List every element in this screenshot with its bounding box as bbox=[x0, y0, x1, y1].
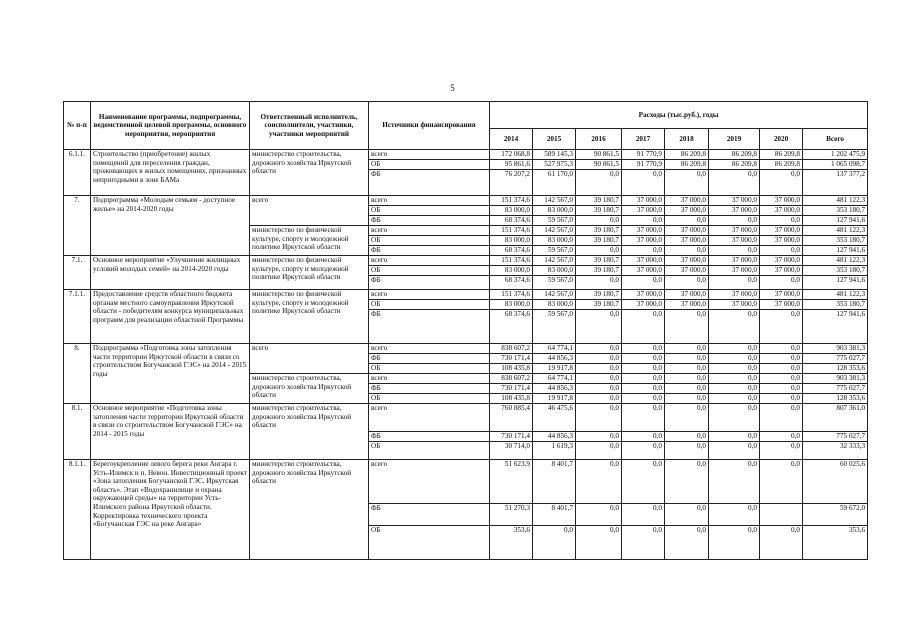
cell-value: 37 000,0 bbox=[760, 206, 803, 216]
header-row bbox=[64, 102, 868, 129]
cell-value: 0,0 bbox=[622, 354, 665, 364]
cell-value: 37 000,0 bbox=[760, 236, 803, 246]
row-source: ФБ bbox=[369, 170, 490, 196]
row-name: Основное мероприятие «Подготовка зоны затопления части территории Иркутской области в связи со строительством Богучанской ГЭС» на 2014 - 2015 годы bbox=[91, 404, 250, 460]
row-name: Строительство (приобретение) жилых помещений для переселения граждан, проживающих в жилых помещениях, признанных непригодными в зоне БАМа bbox=[91, 150, 250, 196]
cell-value: 775 027,7 bbox=[803, 384, 868, 394]
cell-value: 59 567,0 bbox=[533, 276, 576, 290]
cell-value: 0,0 bbox=[622, 460, 665, 504]
row-executor: министерство строительства, дорожного хозяйства Иркутской области bbox=[250, 404, 369, 460]
row-source: ОБ bbox=[369, 206, 490, 216]
cell-value: 0,0 bbox=[709, 364, 760, 374]
cell-value: 37 000,0 bbox=[622, 266, 665, 276]
cell-value: 83 000,0 bbox=[533, 206, 576, 216]
row-source: ОБ bbox=[369, 236, 490, 246]
cell-value: 0,0 bbox=[760, 344, 803, 354]
cell-value: 51 270,3 bbox=[490, 504, 533, 526]
cell-value: 39 180,7 bbox=[576, 300, 622, 310]
table-row bbox=[64, 256, 868, 266]
cell-value: 37 000,0 bbox=[665, 236, 709, 246]
cell-value: 775 027,7 bbox=[803, 432, 868, 442]
cell-value: 37 000,0 bbox=[665, 266, 709, 276]
cell-value: 481 122,3 bbox=[803, 290, 868, 300]
cell-value: 0,0 bbox=[760, 354, 803, 364]
cell-value: 0,0 bbox=[622, 504, 665, 526]
cell-value: 0,0 bbox=[622, 394, 665, 404]
cell-value: 39 180,7 bbox=[576, 290, 622, 300]
row-source: ОБ bbox=[369, 442, 490, 460]
header-executor: Ответственный исполнитель, соисполнители, участники, участники мероприятий bbox=[250, 102, 369, 150]
cell-value: 37 000,0 bbox=[709, 266, 760, 276]
cell-value: 730 171,4 bbox=[490, 384, 533, 394]
row-source: ОБ bbox=[369, 394, 490, 404]
cell-value: 0,0 bbox=[665, 246, 709, 256]
row-source: ФБ bbox=[369, 432, 490, 442]
cell-value: 0,0 bbox=[760, 216, 803, 226]
cell-value: 37 000,0 bbox=[622, 226, 665, 236]
cell-value: 0,0 bbox=[709, 216, 760, 226]
row-source: ФБ bbox=[369, 276, 490, 290]
cell-value: 0,0 bbox=[709, 354, 760, 364]
cell-value: 353 180,7 bbox=[803, 236, 868, 246]
cell-value: 59 567,0 bbox=[533, 216, 576, 226]
cell-value: 137 377,2 bbox=[803, 170, 868, 196]
cell-value: 353 180,7 bbox=[803, 266, 868, 276]
cell-value: 37 000,0 bbox=[665, 300, 709, 310]
header-year-2: 2016 bbox=[576, 129, 622, 150]
cell-value: 0,0 bbox=[665, 442, 709, 460]
cell-value: 0,0 bbox=[665, 364, 709, 374]
cell-value: 83 000,0 bbox=[490, 300, 533, 310]
table-row bbox=[64, 196, 868, 206]
table-row bbox=[64, 344, 868, 354]
cell-value: 39 180,7 bbox=[576, 236, 622, 246]
row-source: ФБ bbox=[369, 216, 490, 226]
row-source: ФБ bbox=[369, 504, 490, 526]
cell-value: 0,0 bbox=[576, 216, 622, 226]
cell-value: 39 180,7 bbox=[576, 196, 622, 206]
cell-value: 0,0 bbox=[665, 432, 709, 442]
cell-value: 68 374,6 bbox=[490, 246, 533, 256]
cell-value: 8 401,7 bbox=[533, 504, 576, 526]
cell-value: 0,0 bbox=[576, 442, 622, 460]
cell-value: 83 000,0 bbox=[533, 236, 576, 246]
cell-value: 128 353,6 bbox=[803, 364, 868, 374]
cell-value: 0,0 bbox=[665, 394, 709, 404]
cell-value: 0,0 bbox=[709, 344, 760, 354]
cell-value: 775 027,7 bbox=[803, 354, 868, 364]
row-name: Берегоукрепление левого берега реки Ангара г. Усть-Илимск и п. Невон. Инвестиционный проект «Зона затопления Богучанской ГЭС. Иркутская область». Этап «Водохранилище и охрана окружающей среды» на территории Усть-Илимского района Иркутской области. Корректировка технического проекта «Богучанская ГЭС на реке Ангара» bbox=[91, 460, 250, 560]
cell-value: 37 000,0 bbox=[622, 206, 665, 216]
cell-value: 0,0 bbox=[760, 526, 803, 560]
cell-value: 0,0 bbox=[709, 384, 760, 394]
page-number: 5 bbox=[450, 83, 455, 93]
cell-value: 108 435,8 bbox=[490, 394, 533, 404]
header-year-6: 2020 bbox=[760, 129, 803, 150]
cell-value: 37 000,0 bbox=[760, 226, 803, 236]
cell-value: 0,0 bbox=[709, 374, 760, 384]
cell-value: 37 000,0 bbox=[760, 196, 803, 206]
header-year-1: 2015 bbox=[533, 129, 576, 150]
cell-value: 353 180,7 bbox=[803, 206, 868, 216]
table-row bbox=[64, 404, 868, 432]
cell-value: 37 000,0 bbox=[665, 206, 709, 216]
table-body bbox=[64, 150, 868, 560]
header-expenses: Расходы (тыс.руб.), годы bbox=[490, 102, 868, 129]
cell-value: 0,0 bbox=[576, 354, 622, 364]
cell-value: 0,0 bbox=[760, 310, 803, 344]
cell-value: 39 180,7 bbox=[576, 226, 622, 236]
cell-value: 37 000,0 bbox=[665, 196, 709, 206]
cell-value: 0,0 bbox=[622, 432, 665, 442]
cell-value: 0,0 bbox=[760, 432, 803, 442]
cell-value: 903 381,3 bbox=[803, 344, 868, 354]
row-code: 8.1.1. bbox=[64, 460, 91, 560]
cell-value: 59 567,0 bbox=[533, 310, 576, 344]
cell-value: 32 333,3 bbox=[803, 442, 868, 460]
cell-value: 142 567,0 bbox=[533, 290, 576, 300]
cell-value: 86 209,8 bbox=[665, 150, 709, 160]
cell-value: 59 672,0 bbox=[803, 504, 868, 526]
cell-value: 0,0 bbox=[665, 170, 709, 196]
cell-value: 0,0 bbox=[709, 246, 760, 256]
cell-value: 353,6 bbox=[803, 526, 868, 560]
row-code: 8. bbox=[64, 344, 91, 404]
cell-value: 91 770,9 bbox=[622, 150, 665, 160]
cell-value: 19 917,8 bbox=[533, 364, 576, 374]
cell-value: 0,0 bbox=[665, 216, 709, 226]
table-row bbox=[64, 290, 868, 300]
cell-value: 128 353,6 bbox=[803, 394, 868, 404]
cell-value: 8 401,7 bbox=[533, 460, 576, 504]
cell-value: 0,0 bbox=[760, 276, 803, 290]
row-executor: министерство по физической культуре, спорту и молодежной политике Иркутской области bbox=[250, 226, 369, 256]
row-source: всего bbox=[369, 344, 490, 354]
cell-value: 64 774,1 bbox=[533, 374, 576, 384]
cell-value: 0,0 bbox=[709, 404, 760, 432]
cell-value: 37 000,0 bbox=[760, 300, 803, 310]
cell-value: 83 000,0 bbox=[533, 300, 576, 310]
cell-value: 0,0 bbox=[622, 216, 665, 226]
cell-value: 37 000,0 bbox=[622, 300, 665, 310]
cell-value: 0,0 bbox=[709, 310, 760, 344]
row-source: всего bbox=[369, 460, 490, 504]
row-executor: министерство по физической культуре, спорту и молодежной политике Иркутской области bbox=[250, 290, 369, 344]
cell-value: 0,0 bbox=[665, 276, 709, 290]
cell-value: 90 861,5 bbox=[576, 150, 622, 160]
header-year-0: 2014 bbox=[490, 129, 533, 150]
row-source: всего bbox=[369, 374, 490, 384]
row-executor: министерство по физической культуре, спорту и молодежной политике Иркутской области bbox=[250, 256, 369, 290]
cell-value: 83 000,0 bbox=[490, 266, 533, 276]
row-code: 7.1.1. bbox=[64, 290, 91, 344]
row-name: Основное мероприятие «Улучшение жилищных условий молодых семей» на 2014-2020 годы bbox=[91, 256, 250, 290]
cell-value: 19 917,8 bbox=[533, 394, 576, 404]
cell-value: 0,0 bbox=[576, 394, 622, 404]
cell-value: 481 122,3 bbox=[803, 226, 868, 236]
row-executor: министерство строительства, дорожного хозяйства Иркутской области bbox=[250, 460, 369, 560]
cell-value: 86 209,8 bbox=[665, 160, 709, 170]
budget-table bbox=[63, 101, 868, 560]
cell-value: 0,0 bbox=[709, 170, 760, 196]
cell-value: 37 000,0 bbox=[709, 256, 760, 266]
cell-value: 0,0 bbox=[665, 460, 709, 504]
cell-value: 142 567,0 bbox=[533, 226, 576, 236]
cell-value: 37 000,0 bbox=[709, 196, 760, 206]
cell-value: 59 567,0 bbox=[533, 246, 576, 256]
cell-value: 0,0 bbox=[576, 526, 622, 560]
table-row bbox=[64, 150, 868, 160]
table-row bbox=[64, 460, 868, 504]
cell-value: 0,0 bbox=[576, 246, 622, 256]
cell-value: 0,0 bbox=[709, 504, 760, 526]
cell-value: 37 000,0 bbox=[709, 236, 760, 246]
cell-value: 37 000,0 bbox=[760, 266, 803, 276]
cell-value: 730 171,4 bbox=[490, 354, 533, 364]
cell-value: 0,0 bbox=[576, 170, 622, 196]
cell-value: 0,0 bbox=[709, 394, 760, 404]
cell-value: 37 000,0 bbox=[665, 256, 709, 266]
row-source: ОБ bbox=[369, 364, 490, 374]
cell-value: 151 374,6 bbox=[490, 226, 533, 236]
header-source: Источники финансирования bbox=[369, 102, 490, 150]
row-source: всего bbox=[369, 256, 490, 266]
cell-value: 44 856,3 bbox=[533, 432, 576, 442]
cell-value: 0,0 bbox=[622, 170, 665, 196]
cell-value: 39 180,7 bbox=[576, 266, 622, 276]
cell-value: 1 202 475,9 bbox=[803, 150, 868, 160]
cell-value: 68 374,6 bbox=[490, 310, 533, 344]
row-executor: министерство строительства, дорожного хозяйства Иркутской области bbox=[250, 374, 369, 404]
cell-value: 37 000,0 bbox=[709, 206, 760, 216]
cell-value: 0,0 bbox=[665, 310, 709, 344]
cell-value: 44 856,3 bbox=[533, 354, 576, 364]
cell-value: 481 122,3 bbox=[803, 196, 868, 206]
cell-value: 0,0 bbox=[760, 404, 803, 432]
cell-value: 0,0 bbox=[576, 310, 622, 344]
row-name: Предоставление средств областного бюджета органам местного самоуправления Иркутской области - победителям конкурса муниципальных программ для реализации областной Программы bbox=[91, 290, 250, 344]
cell-value: 37 000,0 bbox=[760, 290, 803, 300]
header-year-5: 2019 bbox=[709, 129, 760, 150]
row-source: ОБ bbox=[369, 300, 490, 310]
header-year-4: 2018 bbox=[665, 129, 709, 150]
cell-value: 37 000,0 bbox=[622, 256, 665, 266]
row-source: ОБ bbox=[369, 266, 490, 276]
row-source: всего bbox=[369, 290, 490, 300]
cell-value: 0,0 bbox=[709, 432, 760, 442]
row-source: всего bbox=[369, 150, 490, 160]
cell-value: 61 170,0 bbox=[533, 170, 576, 196]
cell-value: 127 941,6 bbox=[803, 276, 868, 290]
cell-value: 44 856,3 bbox=[533, 384, 576, 394]
cell-value: 68 374,6 bbox=[490, 216, 533, 226]
cell-value: 0,0 bbox=[622, 374, 665, 384]
cell-value: 0,0 bbox=[760, 460, 803, 504]
cell-value: 0,0 bbox=[622, 404, 665, 432]
cell-value: 0,0 bbox=[665, 404, 709, 432]
cell-value: 151 374,6 bbox=[490, 196, 533, 206]
cell-value: 760 885,4 bbox=[490, 404, 533, 432]
row-code: 8.1. bbox=[64, 404, 91, 460]
row-source: ФБ bbox=[369, 246, 490, 256]
cell-value: 46 475,6 bbox=[533, 404, 576, 432]
row-executor: всего bbox=[250, 196, 369, 226]
cell-value: 127 941,6 bbox=[803, 216, 868, 226]
cell-value: 0,0 bbox=[760, 384, 803, 394]
cell-value: 51 623,9 bbox=[490, 460, 533, 504]
cell-value: 0,0 bbox=[576, 344, 622, 354]
cell-value: 0,0 bbox=[622, 310, 665, 344]
row-name: Подпрограмма «Подготовка зоны затопления части территории Иркутской области в связи со строительством Богучанской ГЭС» на 2014 - 2015 годы bbox=[91, 344, 250, 404]
cell-value: 0,0 bbox=[709, 276, 760, 290]
cell-value: 151 374,6 bbox=[490, 290, 533, 300]
cell-value: 0,0 bbox=[665, 526, 709, 560]
cell-value: 37 000,0 bbox=[665, 290, 709, 300]
row-code: 6.1.1. bbox=[64, 150, 91, 196]
cell-value: 37 000,0 bbox=[665, 226, 709, 236]
cell-value: 37 000,0 bbox=[709, 300, 760, 310]
cell-value: 83 000,0 bbox=[490, 236, 533, 246]
cell-value: 0,0 bbox=[576, 432, 622, 442]
row-code: 7. bbox=[64, 196, 91, 256]
cell-value: 86 209,8 bbox=[760, 150, 803, 160]
cell-value: 0,0 bbox=[760, 170, 803, 196]
cell-value: 353,6 bbox=[490, 526, 533, 560]
cell-value: 0,0 bbox=[576, 374, 622, 384]
cell-value: 0,0 bbox=[622, 276, 665, 290]
row-source: всего bbox=[369, 404, 490, 432]
cell-value bbox=[760, 504, 803, 526]
cell-value: 0,0 bbox=[709, 442, 760, 460]
cell-value: 0,0 bbox=[622, 246, 665, 256]
cell-value: 37 000,0 bbox=[622, 236, 665, 246]
row-executor: всего bbox=[250, 344, 369, 374]
cell-value: 60 025,6 bbox=[803, 460, 868, 504]
header-year-3: 2017 bbox=[622, 129, 665, 150]
cell-value: 0,0 bbox=[709, 526, 760, 560]
row-executor: министерство строительства, дорожного хозяйства Иркутской области bbox=[250, 150, 369, 196]
row-source: ФБ bbox=[369, 354, 490, 364]
cell-value: 151 374,6 bbox=[490, 256, 533, 266]
row-name: Подпрограмма «Молодым семьям - доступное жилье» на 2014-2020 годы bbox=[91, 196, 250, 256]
cell-value: 0,0 bbox=[576, 364, 622, 374]
row-code: 7.1. bbox=[64, 256, 91, 290]
cell-value: 90 861,5 bbox=[576, 160, 622, 170]
cell-value: 589 145,3 bbox=[533, 150, 576, 160]
cell-value: 76 207,2 bbox=[490, 170, 533, 196]
cell-value: 730 171,4 bbox=[490, 432, 533, 442]
cell-value: 0,0 bbox=[576, 276, 622, 290]
cell-value: 353 180,7 bbox=[803, 300, 868, 310]
cell-value: 30 714,0 bbox=[490, 442, 533, 460]
header-name: Наименование программы, подпрограммы, ведомственной целевой программы, основного мероприятия, мероприятия bbox=[91, 102, 250, 150]
cell-value: 86 209,8 bbox=[760, 160, 803, 170]
cell-value: 95 861,6 bbox=[490, 160, 533, 170]
cell-value: 0,0 bbox=[709, 460, 760, 504]
cell-value: 142 567,0 bbox=[533, 196, 576, 206]
cell-value: 1 619,3 bbox=[533, 442, 576, 460]
header-num: № п-п bbox=[64, 102, 91, 150]
cell-value: 0,0 bbox=[622, 526, 665, 560]
cell-value: 0,0 bbox=[622, 384, 665, 394]
cell-value: 527 975,3 bbox=[533, 160, 576, 170]
cell-value: 39 180,7 bbox=[576, 256, 622, 266]
cell-value: 0,0 bbox=[576, 384, 622, 394]
cell-value: 91 770,9 bbox=[622, 160, 665, 170]
cell-value: 0,0 bbox=[665, 344, 709, 354]
cell-value: 37 000,0 bbox=[622, 290, 665, 300]
cell-value: 37 000,0 bbox=[709, 290, 760, 300]
cell-value: 0,0 bbox=[665, 384, 709, 394]
cell-value: 0,0 bbox=[622, 442, 665, 460]
cell-value: 0,0 bbox=[576, 404, 622, 432]
cell-value: 0,0 bbox=[622, 364, 665, 374]
cell-value: 0,0 bbox=[533, 526, 576, 560]
cell-value: 39 180,7 bbox=[576, 206, 622, 216]
cell-value: 0,0 bbox=[665, 504, 709, 526]
row-source: всего bbox=[369, 226, 490, 236]
cell-value: 86 209,8 bbox=[709, 150, 760, 160]
cell-value: 68 374,6 bbox=[490, 276, 533, 290]
cell-value: 838 607,2 bbox=[490, 344, 533, 354]
row-source: всего bbox=[369, 196, 490, 206]
cell-value: 0,0 bbox=[760, 246, 803, 256]
cell-value: 64 774,1 bbox=[533, 344, 576, 354]
cell-value: 0,0 bbox=[665, 374, 709, 384]
cell-value: 0,0 bbox=[622, 344, 665, 354]
cell-value: 108 435,8 bbox=[490, 364, 533, 374]
cell-value: 37 000,0 bbox=[760, 256, 803, 266]
cell-value: 807 361,0 bbox=[803, 404, 868, 432]
cell-value: 127 941,6 bbox=[803, 310, 868, 344]
cell-value: 127 941,6 bbox=[803, 246, 868, 256]
cell-value: 142 567,0 bbox=[533, 256, 576, 266]
cell-value: 83 000,0 bbox=[490, 206, 533, 216]
cell-value: 0,0 bbox=[760, 374, 803, 384]
row-source: ФБ bbox=[369, 310, 490, 344]
cell-value: 37 000,0 bbox=[709, 226, 760, 236]
row-source: ОБ bbox=[369, 526, 490, 560]
row-source: ОБ bbox=[369, 160, 490, 170]
cell-value: 0,0 bbox=[760, 394, 803, 404]
cell-value: 481 122,3 bbox=[803, 256, 868, 266]
cell-value: 0,0 bbox=[576, 504, 622, 526]
cell-value: 1 065 098,7 bbox=[803, 160, 868, 170]
cell-value: 86 209,8 bbox=[709, 160, 760, 170]
cell-value: 37 000,0 bbox=[622, 196, 665, 206]
cell-value: 0,0 bbox=[665, 354, 709, 364]
cell-value: 0,0 bbox=[576, 460, 622, 504]
cell-value: 83 000,0 bbox=[533, 266, 576, 276]
row-source: ФБ bbox=[369, 384, 490, 394]
header-year-7: Всего bbox=[803, 129, 868, 150]
cell-value: 0,0 bbox=[760, 364, 803, 374]
cell-value: 0,0 bbox=[760, 442, 803, 460]
cell-value: 172 068,8 bbox=[490, 150, 533, 160]
cell-value: 903 381,3 bbox=[803, 374, 868, 384]
cell-value: 838 607,2 bbox=[490, 374, 533, 384]
